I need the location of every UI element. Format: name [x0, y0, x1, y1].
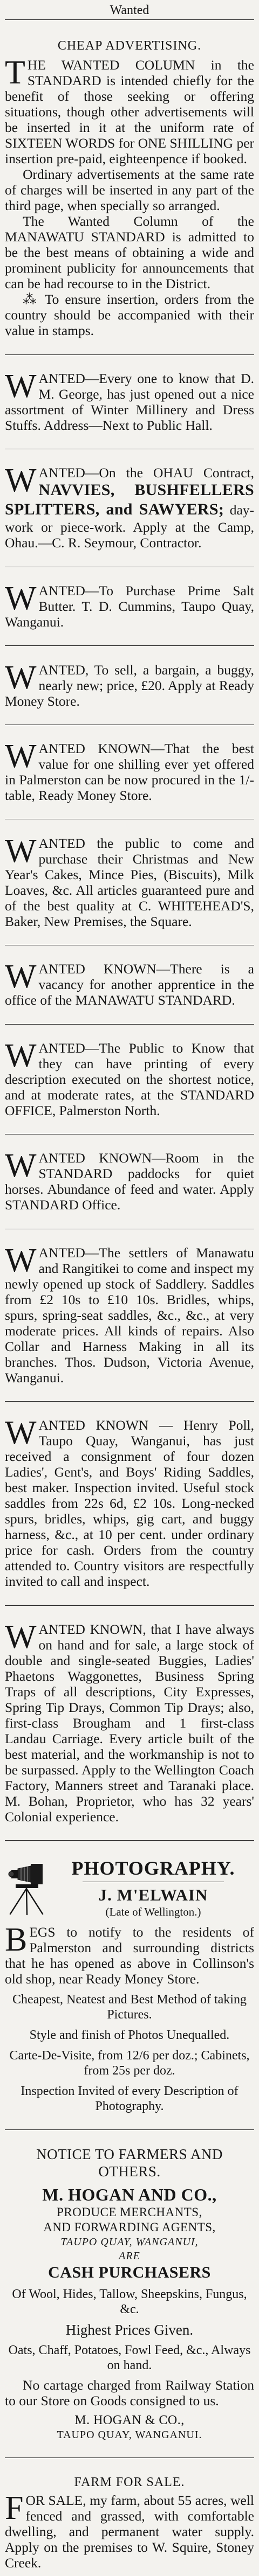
farm-text: FOR SALE, my farm, about 55 acres, well fenced and grassed, with comfortable dwelling, and permanent water supply. Apply on the premises to W. Squire, Stoney Creek. — [5, 2489, 254, 2571]
photographer-name: J. M'ELWAIN — [98, 1885, 208, 1904]
ad-apprentice-vacancy: WANTED KNOWN—There is a vacancy for another apprentice in the office of the MANAWATU STANDARD. — [5, 958, 254, 1008]
divider — [5, 1024, 254, 1025]
publicity-paragraph: The Wanted Column of the MANAWATU STANDARD is admitted to be the best means of obtaining a wide and prominent publicity for announcements that can be had recourse to in the District. — [5, 213, 254, 292]
ad-buggy-sale: WANTED, To sell, a bargain, a buggy, nearly new; price, £20. Apply at Ready Money Store. — [5, 659, 254, 709]
photography-title: PHOTOGRAPHY. — [71, 1857, 235, 1879]
divider — [5, 1840, 254, 1841]
cheap-advertising-notice — [5, 36, 254, 338]
photographer-origin: (Late of Wellington.) — [105, 1905, 201, 1918]
tripod-leg — [26, 1889, 27, 1914]
photography-prices: Carte-De-Visite, from 12/6 per doz.; Cabinets, from 25s per doz. — [9, 2048, 250, 2078]
divider — [5, 2457, 254, 2458]
camera-body — [31, 1864, 43, 1884]
hogan-cash-purchasers: CASH PURCHASERS — [48, 2264, 211, 2282]
hogan-descriptor-line-1: PRODUCE MERCHANTS, — [57, 2205, 202, 2219]
camera-base — [16, 1884, 38, 1888]
ad-shilling-table: WANTED KNOWN—That the best value for one shilling ever yet offered in Palmerston can be now procured in the 1/- table, Ready Money Store. — [5, 738, 254, 804]
photography-header — [5, 1857, 254, 1919]
ad-ohau-contract — [5, 462, 254, 551]
hogan-descriptor-line-2: AND FORWARDING AGENTS, — [43, 2220, 216, 2234]
ordinary-advertisements-paragraph: Ordinary advertisements at the same rate of charges will be inserted in any part of the third page, when specially so arranged. — [5, 166, 254, 214]
hogan-goods: Of Wool, Hides, Tallow, Sheepskins, Fungus, &c. — [12, 2287, 247, 2317]
ad-printing: WANTED—The Public to Know that they can have printing of every description executed on the shortest notice, and at moderate rates, at the STANDARD OFFICE, Palmerston North. — [5, 1037, 254, 1118]
ad-ohau-lead: WANTED—On the OHAU Contract, — [5, 462, 254, 499]
tripod-leg — [10, 1889, 26, 1914]
ad-coach-factory: WANTED KNOWN, that I have always on hand and for sale, a large stock of double and single-seated Buggies, Ladies' Phaetons Waggonettes, Business Spring Traps of all descriptions, City Expresses, Spring Tip Drays, Common Tip Drays; also, first-class Brougham and 1 first-class Landau Carriage. Every article built of the best material, and the workmanship is not to be surpassed. Apply to the Wellington Coach Factory, Manners street and Taranaki place. M. Bohan, Proprietor, who has 32 years' Colonial experience. — [5, 1619, 254, 1825]
section-heading: Wanted — [5, 2, 254, 20]
farm-heading: FARM FOR SALE. — [74, 2475, 185, 2489]
hogan-signature-address: TAUPO QUAY, WANGANUI. — [57, 2429, 202, 2441]
ad-paddock-room: WANTED KNOWN—Room in the STANDARD paddocks for quiet horses. Abundance of feed and water. Apply STANDARD Office. — [5, 1147, 254, 1213]
ad-ohau-trades: NAVVIES, BUSHFELLERS SPLITTERS, and SAWYERS; — [5, 481, 254, 519]
hogan-notice-heading: NOTICE TO FARMERS AND OTHERS. — [36, 2146, 223, 2180]
hogan-advertisement — [5, 2146, 254, 2442]
lens-glass — [9, 1871, 14, 1877]
ad-saddlery: WANTED—The settlers of Manawatu and Rangitikei to come and inspect my newly opened up stock of Saddlery. Saddles from £2 10s to £10 10s. Bridles, whips, spurs, spring-seat saddles, &c., &c., at very moderate prices. All kinds of repairs. Also Collar and Harness Making in all its branches. Thos. Dudson, Victoria Avenue, Wanganui. — [5, 1242, 254, 1386]
ad-salt-butter: WANTED—To Purchase Prime Salt Butter. T. D. Cummins, Taupo Quay, Wanganui. — [5, 580, 254, 630]
tripod-leg — [26, 1889, 43, 1914]
hogan-signature-firm: M. HOGAN & CO., — [74, 2413, 185, 2428]
tripod — [10, 1889, 43, 1914]
hogan-cartage: No cartage charged from Railway Station to our Store on Goods consigned to us. — [5, 2377, 254, 2409]
hogan-are: ARE — [119, 2250, 140, 2262]
hogan-address: TAUPO QUAY, WANGANUI, — [60, 2236, 199, 2248]
ad-millinery: WANTED—Every one to know that D. M. George, has just opened out a nice assortment of Winter Millinery and Dress Stuffs. Address—Next to Public Hall. — [5, 367, 254, 433]
photography-method: Cheapest, Neatest and Best Method of taking Pictures. — [12, 1992, 247, 2022]
hogan-stock: Oats, Chaff, Potatoes, Fowl Feed, &c., Always on hand. — [8, 2343, 251, 2373]
photography-inspection: Inspection Invited of every Description of Photography. — [21, 2084, 238, 2113]
ad-bakery: WANTED the public to come and purchase their Christmas and New Year's Cakes, Mince Pies, (Biscuits), Milk Loaves, &c. All articles guaranteed pure and of the best quality at C. WHITEHEAD'S, Baker, New Premises, the Square. — [5, 832, 254, 929]
hogan-firm-name: M. HOGAN AND CO., — [42, 2185, 217, 2205]
hogan-highest-prices: Highest Prices Given. — [65, 2322, 194, 2338]
divider — [5, 1605, 254, 1606]
photography-intro: BEGS to notify to the residents of Palmerston and surrounding districts that he has opened as above in Collinson's old shop, near Ready Money Store. — [5, 1921, 254, 1987]
wanted-column-rates-paragraph: THE WANTED COLUMN in the STANDARD is intended chiefly for the benefit of those seeking or offering situations, though other advertisements will be inserted in it at the uniform rate of SIXTEEN WORDS for ONE SHILLING per insertion pre-paid, eighteenpence if booked. — [5, 54, 255, 167]
farm-advertisement — [5, 2474, 254, 2571]
photography-style: Style and finish of Photos Unequalled. — [29, 2028, 230, 2042]
insertion-stamps-paragraph: ⁂ To ensure insertion, orders from the country should be accompanied with their value in stamps. — [5, 291, 254, 339]
photography-advertisement — [5, 1857, 254, 2114]
divider — [5, 1401, 254, 1402]
ad-ohau-tail: day-work or piece-work. Apply at the Camp, Ohau.—C. R. Seymour, Contractor. — [5, 502, 254, 551]
divider — [5, 354, 254, 355]
divider — [5, 645, 254, 646]
divider — [5, 2129, 254, 2130]
photography-header-text — [52, 1857, 254, 1919]
cheap-advertising-title: CHEAP ADVERTISING. — [57, 39, 202, 53]
ad-riding-saddles: WANTED KNOWN — Henry Poll, Taupo Quay, Wanganui, has just received a consignment of four dozen Ladies', Gent's, and Boys' Riding Saddles, best maker. Inspection invited. Useful stock saddles from 22s 6d, £2 10s. Long-necked spurs, bridles, whips, gig cart, and buggy harness, &c., at 10 per cent. under ordinary price for cash. Orders from the country attended to. Country visitors are respectfully invited to call and inspect. — [5, 1415, 254, 1590]
camera-illustration — [5, 1860, 48, 1916]
